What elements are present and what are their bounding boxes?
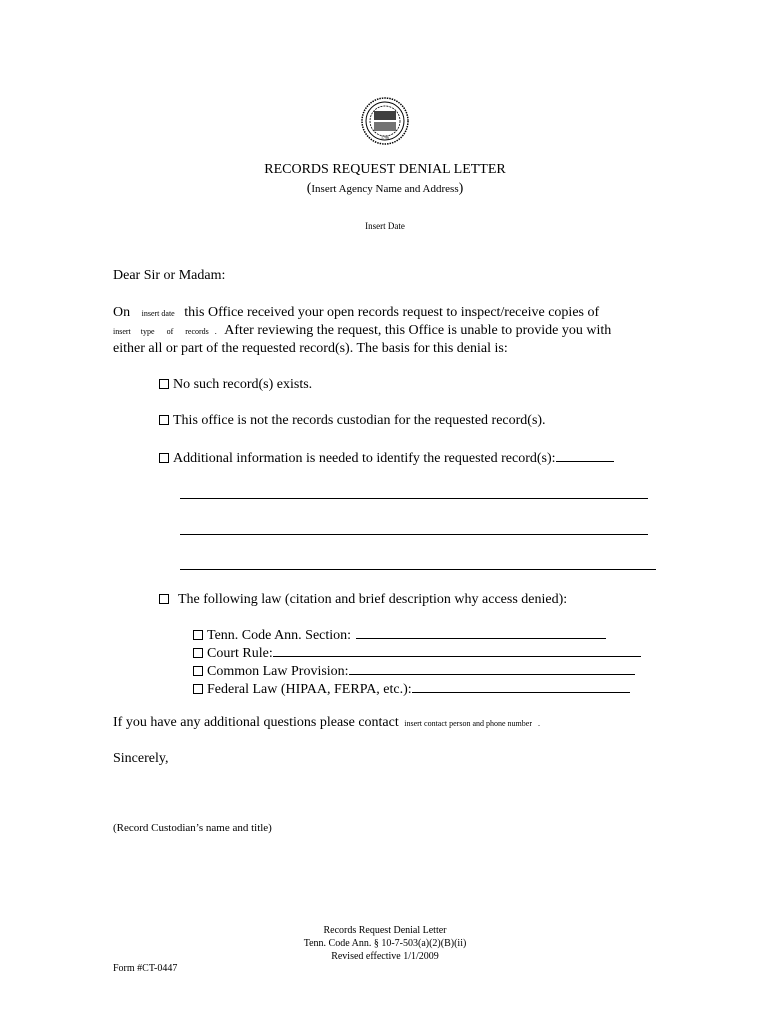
date-placeholder: Insert Date [365, 221, 405, 231]
checkbox[interactable] [193, 630, 203, 640]
svg-text:1796: 1796 [381, 135, 389, 140]
contact-placeholder: insert contact person and phone number [404, 719, 532, 728]
checkbox[interactable] [193, 684, 203, 694]
footer-form-title: Records Request Denial Letter [323, 925, 447, 936]
paragraph-line-3: either all or part of the requested record(s). The basis for this denial is: [113, 341, 508, 356]
checkbox[interactable] [159, 594, 169, 604]
law-option-court-rule[interactable]: Court Rule: [193, 644, 641, 662]
insert-type-placeholder: insert type of records . [113, 327, 217, 336]
option-not-custodian[interactable]: This office is not the records custodian for the requested record(s). [159, 413, 546, 429]
letter-title: RECORDS REQUEST DENIAL LETTER [264, 162, 506, 177]
blank-line-3[interactable] [180, 569, 656, 570]
form-number: Form #CT-0447 [113, 963, 178, 974]
paragraph-line-1: On insert date this Office received your open records request to inspect/receive copies of [113, 305, 600, 320]
fill-line[interactable] [349, 662, 635, 675]
fill-line[interactable] [273, 644, 641, 657]
blank-line-2[interactable] [180, 534, 648, 535]
blank-line-1[interactable] [180, 498, 648, 499]
fill-line[interactable] [556, 449, 614, 462]
paragraph-line-2: insert type of records . After reviewing the request, this Office is unable to provide you with [113, 323, 612, 338]
option-no-records[interactable]: No such record(s) exists. [159, 377, 312, 393]
contact-sentence: If you have any additional questions please contact insert contact person and phone number . [113, 715, 540, 730]
checkbox[interactable] [193, 666, 203, 676]
salutation: Dear Sir or Madam: [113, 268, 226, 283]
signature-placeholder: (Record Custodian’s name and title) [113, 822, 272, 834]
footer-revised: Revised effective 1/1/2009 [331, 951, 439, 962]
agency-name-placeholder: (Insert Agency Name and Address) [306, 181, 464, 196]
checkbox[interactable] [159, 415, 169, 425]
footer-statute: Tenn. Code Ann. § 10-7-503(a)(2)(B)(ii) [303, 938, 467, 949]
law-option-tca-section[interactable]: Tenn. Code Ann. Section: [193, 626, 606, 644]
checkbox[interactable] [159, 379, 169, 389]
fill-line[interactable] [412, 680, 630, 693]
law-option-common-law[interactable]: Common Law Provision: [193, 662, 635, 680]
checkbox[interactable] [159, 453, 169, 463]
law-option-federal-law[interactable]: Federal Law (HIPAA, FERPA, etc.): [193, 680, 630, 698]
state-seal-icon [361, 97, 409, 145]
checkbox[interactable] [193, 648, 203, 658]
option-following-law[interactable]: The following law (citation and brief description why access denied): [159, 592, 567, 608]
closing: Sincerely, [113, 751, 169, 766]
fill-line[interactable] [356, 626, 606, 639]
insert-date-placeholder: insert date [141, 309, 175, 318]
option-additional-info[interactable]: Additional information is needed to identify the requested record(s): [159, 449, 614, 467]
